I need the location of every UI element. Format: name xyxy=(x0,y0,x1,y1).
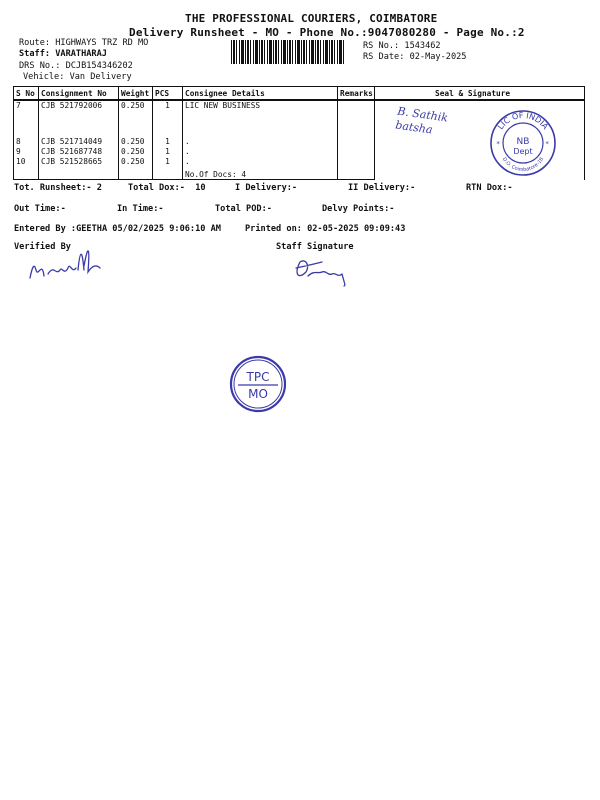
col-consignee: Consignee Details xyxy=(183,87,338,101)
col-consignment: Consignment No xyxy=(39,87,119,101)
lic-stamp-dept: Dept xyxy=(513,147,533,156)
route: Route: HIGHWAYS TRZ RD MO xyxy=(19,38,149,48)
col-remarks: Remarks xyxy=(338,87,375,101)
out-time: Out Time:- xyxy=(14,204,66,214)
cell-consignment: CJB 521714049 xyxy=(39,137,119,147)
cell-sno: 7 xyxy=(14,100,39,137)
svg-text:LIC OF INDIA xyxy=(496,111,550,132)
cell-sno: 10 xyxy=(14,157,39,167)
cell-consignee: . xyxy=(183,157,338,167)
verified-by-label: Verified By xyxy=(14,242,71,252)
tot-runsheet: Tot. Runsheet:- 2 xyxy=(14,183,102,193)
cell-pcs: 1 xyxy=(153,137,183,147)
tpc-stamp-bottom: MO xyxy=(248,387,268,401)
lic-stamp-nb: NB xyxy=(516,137,530,147)
no-of-docs: No.Of Docs: 4 xyxy=(183,167,338,180)
ii-delivery: II Delivery:- xyxy=(348,183,416,193)
cell-consignment: CJB 521687748 xyxy=(39,147,119,157)
receiver-handwriting: B. Sathik batsha xyxy=(394,104,449,137)
cell-weight: 0.250 xyxy=(119,137,153,147)
col-weight: Weight xyxy=(119,87,153,101)
svg-text:*: * xyxy=(545,140,550,148)
svg-text:*: * xyxy=(496,140,501,148)
cell-consignee: . xyxy=(183,147,338,157)
col-seal: Seal & Signature xyxy=(375,87,585,101)
lic-seal-stamp xyxy=(488,108,558,178)
staff: Staff: VARATHARAJ xyxy=(19,49,107,59)
table-header-row xyxy=(14,87,585,101)
cell-consignee: LIC NEW BUSINESS xyxy=(183,100,338,137)
delvy-points: Delvy Points:- xyxy=(322,204,395,214)
barcode xyxy=(231,40,345,64)
cell-sno: 8 xyxy=(14,137,39,147)
cell-weight: 0.250 xyxy=(119,157,153,167)
lic-stamp-bottom: D.O. Coimbatore-18 xyxy=(500,156,546,174)
tpc-stamp-top: TPC xyxy=(246,370,270,384)
cell-pcs: 1 xyxy=(153,157,183,167)
drs-no: DRS No.: DCJB154346202 xyxy=(19,61,133,71)
verified-by-signature xyxy=(26,240,106,282)
staff-signature-label: Staff Signature xyxy=(276,242,354,252)
cell-sno: 9 xyxy=(14,147,39,157)
rs-no: RS No.: 1543462 xyxy=(363,41,441,51)
col-sno: S No xyxy=(14,87,39,101)
total-pod: Total POD:- xyxy=(215,204,272,214)
cell-pcs: 1 xyxy=(153,147,183,157)
staff-signature xyxy=(292,252,354,288)
entered-by: Entered By :GEETHA 05/02/2025 9:06:10 AM xyxy=(14,224,221,234)
rtn-dox: RTN Dox:- xyxy=(466,183,513,193)
rs-date: RS Date: 02-May-2025 xyxy=(363,52,467,62)
total-dox: Total Dox:- 10 xyxy=(128,183,206,193)
cell-pcs: 1 xyxy=(153,100,183,137)
i-delivery: I Delivery:- xyxy=(235,183,298,193)
vehicle: Vehicle: Van Delivery xyxy=(23,72,132,82)
lic-stamp-top: LIC OF INDIA xyxy=(495,110,551,132)
printed-on: Printed on: 02-05-2025 09:09:43 xyxy=(245,224,406,234)
company-name: THE PROFESSIONAL COURIERS, COIMBATORE xyxy=(185,12,438,25)
cell-consignment: CJB 521792006 xyxy=(39,100,119,137)
col-pcs: PCS xyxy=(153,87,183,101)
cell-consignee: . xyxy=(183,137,338,147)
cell-weight: 0.250 xyxy=(119,147,153,157)
cell-consignment: CJB 521528665 xyxy=(39,157,119,167)
tpc-mo-stamp xyxy=(228,354,288,414)
cell-weight: 0.250 xyxy=(119,100,153,137)
in-time: In Time:- xyxy=(117,204,164,214)
runsheet-title: Delivery Runsheet - MO - Phone No.:9047080280 - Page No.:2 xyxy=(129,26,525,39)
